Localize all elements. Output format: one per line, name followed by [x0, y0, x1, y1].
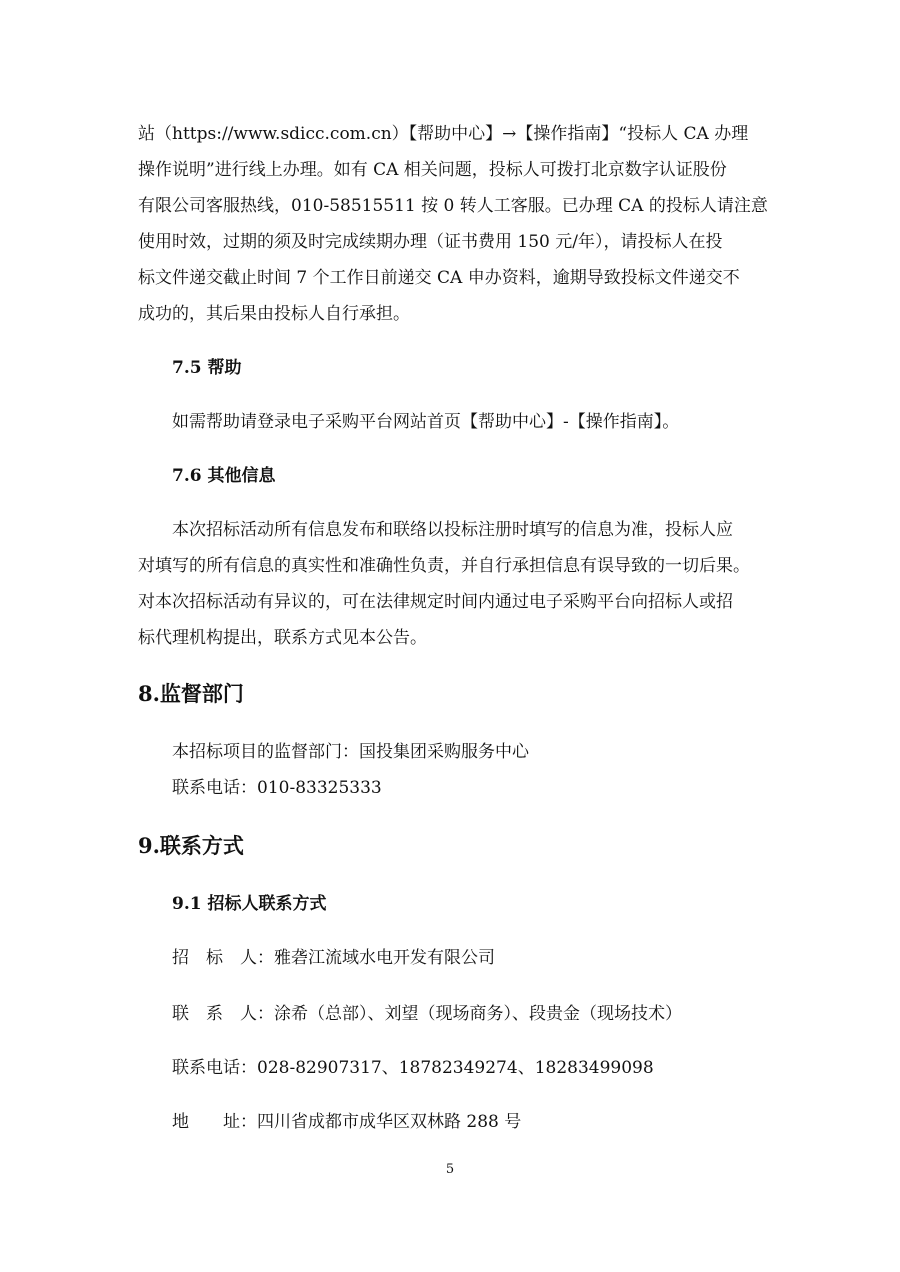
section-7-5-heading: 7.5 帮助	[172, 358, 242, 378]
supervision-phone: 联系电话：010-83325333	[172, 778, 382, 798]
ca-instructions-paragraph	[138, 116, 778, 332]
section-9-1-heading: 9.1 招标人联系方式	[172, 894, 327, 914]
paragraph-line: 标文件递交截止时间 7 个工作日前递交 CA 申办资料，逾期导致投标文件递交不	[138, 268, 740, 288]
paragraph-line: 本次招标活动所有信息发布和联络以投标注册时填写的信息为准，投标人应	[138, 520, 733, 540]
supervision-dept: 本招标项目的监督部门：国投集团采购服务中心	[172, 742, 529, 762]
section-7-5-text: 如需帮助请登录电子采购平台网站首页【帮助中心】-【操作指南】。	[172, 412, 680, 432]
paragraph-line: 对本次招标活动有异议的，可在法律规定时间内通过电子采购平台向招标人或招	[138, 592, 733, 612]
section-7-6-heading: 7.6 其他信息	[172, 466, 276, 486]
contact-address: 地 址：四川省成都市成华区双林路 288 号	[172, 1112, 522, 1132]
paragraph-line: 有限公司客服热线，010-58515511 按 0 转人工客服。已办理 CA 的投标人请注意	[138, 196, 768, 216]
section-8-heading: 8.监督部门	[138, 681, 244, 706]
page-number: 5	[445, 1162, 455, 1177]
contact-phones: 联系电话：028-82907317、18782349274、18283499098	[172, 1058, 654, 1078]
paragraph-line: 成功的，其后果由投标人自行承担。	[138, 304, 410, 324]
paragraph-line: 使用时效，过期的须及时完成续期办理（证书费用 150 元/年），请投标人在投	[138, 232, 723, 252]
tenderer-name: 招 标 人：雅砻江流域水电开发有限公司	[172, 948, 495, 968]
other-info-paragraph	[138, 512, 778, 656]
paragraph-line: 对填写的所有信息的真实性和准确性负责，并自行承担信息有误导致的一切后果。	[138, 556, 750, 576]
contact-persons: 联 系 人：涂希（总部）、刘望（现场商务）、段贵金（现场技术）	[172, 1004, 682, 1024]
section-9-heading: 9.联系方式	[138, 833, 244, 858]
paragraph-line: 标代理机构提出，联系方式见本公告。	[138, 628, 427, 648]
paragraph-line: 站（https://www.sdicc.com.cn）【帮助中心】→【操作指南】“投标人 CA 办理	[138, 124, 749, 144]
paragraph-line: 操作说明”进行线上办理。如有 CA 相关问题，投标人可拨打北京数字认证股份	[138, 160, 727, 180]
